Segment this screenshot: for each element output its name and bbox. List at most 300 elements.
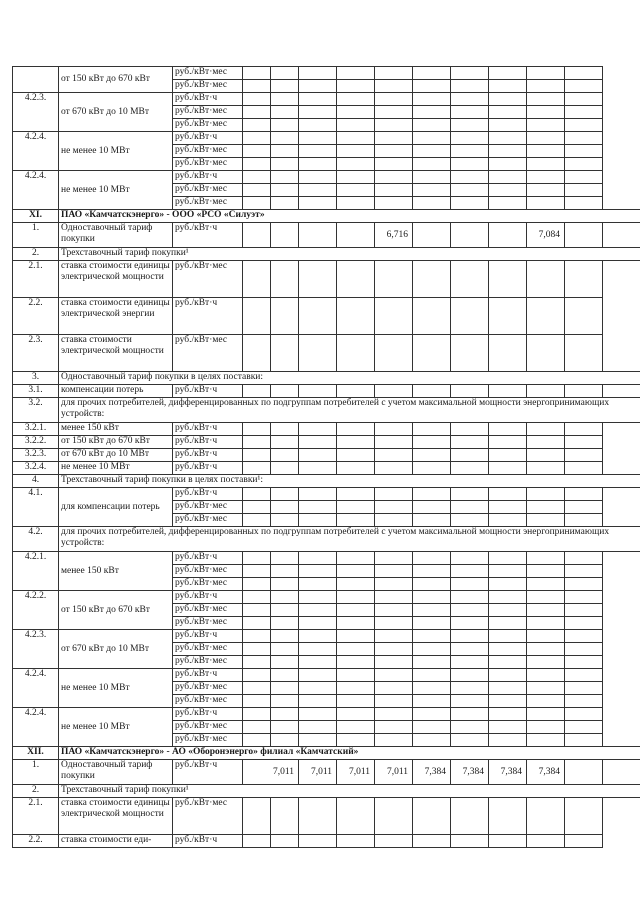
value-cell (271, 798, 299, 835)
value-cell (375, 488, 413, 501)
value-cell (271, 695, 299, 708)
row-label: от 150 кВт до 670 кВт (59, 591, 173, 630)
unit-cell: руб./кВт·ч (173, 171, 243, 184)
row-number: 2.1. (13, 261, 59, 298)
value-cell (489, 669, 527, 682)
value-cell (413, 501, 451, 514)
row-number: 4. (13, 475, 59, 488)
value-cell (489, 423, 527, 436)
value-cell (375, 721, 413, 734)
value-cell (337, 106, 375, 119)
value-cell (299, 578, 337, 591)
value-cell (271, 436, 299, 449)
value-cell (299, 184, 337, 197)
row-number: 3.2.3. (13, 449, 59, 462)
table-row (13, 93, 640, 106)
value-cell (565, 106, 603, 119)
row-label: от 670 кВт до 10 МВт (59, 449, 173, 462)
value-cell (337, 643, 375, 656)
row-label: ставка стоимости еди- (59, 835, 173, 848)
unit-cell: руб./кВт·ч (173, 223, 243, 248)
tariff-table (12, 66, 640, 848)
row-number: 3.2. (13, 398, 59, 423)
value-cell (271, 552, 299, 565)
value-cell (451, 197, 489, 210)
value-cell (527, 835, 565, 848)
value-cell (243, 617, 271, 630)
value-cell (489, 436, 527, 449)
table-row (13, 423, 640, 436)
value-cell (451, 423, 489, 436)
value-cell (337, 385, 375, 398)
unit-cell: руб./кВт·мес (173, 145, 243, 158)
value-cell (271, 423, 299, 436)
value-cell (375, 145, 413, 158)
value-cell (299, 93, 337, 106)
value-cell (451, 734, 489, 747)
unit-cell: руб./кВт·ч (173, 552, 243, 565)
value-cell (271, 617, 299, 630)
value-cell (299, 501, 337, 514)
unit-cell: руб./кВт·мес (173, 261, 243, 298)
value-cell (527, 721, 565, 734)
value-cell (375, 630, 413, 643)
row-number: 4.2. (13, 527, 59, 552)
section-number: XII. (13, 747, 59, 760)
value-cell (243, 656, 271, 669)
row-label: от 150 кВт до 670 кВт (59, 436, 173, 449)
value-cell (451, 721, 489, 734)
row-label: компенсации потерь (59, 385, 173, 398)
value-cell (489, 591, 527, 604)
value-cell (565, 436, 603, 449)
value-cell: 7,384 (527, 760, 565, 785)
table-row (13, 552, 640, 565)
value-cell (337, 591, 375, 604)
value-cell (565, 197, 603, 210)
value-cell (565, 552, 603, 565)
value-cell (299, 835, 337, 848)
value-cell (451, 501, 489, 514)
table-row (13, 669, 640, 682)
row-number: 2. (13, 248, 59, 261)
value-cell (271, 261, 299, 298)
unit-cell: руб./кВт·мес (173, 106, 243, 119)
value-cell (451, 145, 489, 158)
value-cell (451, 261, 489, 298)
value-cell (299, 335, 337, 372)
value-cell (413, 721, 451, 734)
unit-cell: руб./кВт·ч (173, 835, 243, 848)
value-cell: 6,716 (375, 223, 413, 248)
unit-cell: руб./кВт·мес (173, 119, 243, 132)
value-cell (565, 565, 603, 578)
value-cell (527, 798, 565, 835)
value-cell (413, 436, 451, 449)
value-cell (271, 578, 299, 591)
value-cell (337, 617, 375, 630)
section-number: XI. (13, 210, 59, 223)
value-cell (565, 80, 603, 93)
value-cell (451, 798, 489, 835)
unit-cell: руб./кВт·ч (173, 630, 243, 643)
row-label: от 150 кВт до 670 кВт (59, 67, 173, 93)
value-cell (451, 630, 489, 643)
value-cell (271, 565, 299, 578)
value-cell (565, 261, 603, 298)
row-label: ставка стоимости электрической мощности (59, 335, 173, 372)
value-cell (565, 119, 603, 132)
value-cell (337, 423, 375, 436)
value-cell (489, 604, 527, 617)
value-cell (413, 184, 451, 197)
value-cell (565, 184, 603, 197)
value-cell (565, 630, 603, 643)
value-cell: 7,011 (375, 760, 413, 785)
value-cell (527, 669, 565, 682)
value-cell (299, 223, 337, 248)
value-cell (413, 93, 451, 106)
value-cell (337, 514, 375, 527)
table-row (13, 798, 640, 835)
value-cell (375, 565, 413, 578)
value-cell (299, 132, 337, 145)
value-cell (271, 67, 299, 80)
value-cell (527, 335, 565, 372)
value-cell (271, 514, 299, 527)
table-row (13, 449, 640, 462)
value-cell (271, 119, 299, 132)
value-cell (527, 106, 565, 119)
table-row (13, 132, 640, 145)
value-cell (243, 669, 271, 682)
value-cell (451, 171, 489, 184)
value-cell (489, 335, 527, 372)
unit-cell: руб./кВт·мес (173, 565, 243, 578)
value-cell (337, 565, 375, 578)
value-cell (413, 106, 451, 119)
value-cell (451, 604, 489, 617)
value-cell (451, 436, 489, 449)
value-cell (299, 449, 337, 462)
value-cell (489, 514, 527, 527)
value-cell (413, 423, 451, 436)
value-cell (337, 449, 375, 462)
unit-cell: руб./кВт·ч (173, 423, 243, 436)
table-row (13, 760, 640, 785)
row-label: Трехставочный тариф покупки¹ (59, 785, 640, 798)
unit-cell: руб./кВт·мес (173, 197, 243, 210)
value-cell (375, 449, 413, 462)
value-cell (299, 423, 337, 436)
value-cell (489, 132, 527, 145)
value-cell (413, 462, 451, 475)
value-cell (565, 656, 603, 669)
unit-cell: руб./кВт·мес (173, 656, 243, 669)
row-label: для прочих потребителей, дифференцированных по подгруппам потребителей с учетом максимальной мощности энергопринимающих устройств: (59, 398, 640, 423)
value-cell (527, 197, 565, 210)
unit-cell: руб./кВт·ч (173, 760, 243, 785)
value-cell (489, 488, 527, 501)
table-row (13, 67, 640, 80)
value-cell (299, 298, 337, 335)
value-cell (337, 721, 375, 734)
value-cell (375, 617, 413, 630)
value-cell (299, 721, 337, 734)
row-number: 4.2.4. (13, 132, 59, 171)
row-label: не менее 10 МВт (59, 462, 173, 475)
value-cell (489, 67, 527, 80)
value-cell (243, 436, 271, 449)
value-cell (375, 578, 413, 591)
value-cell (451, 80, 489, 93)
value-cell (527, 132, 565, 145)
value-cell (299, 552, 337, 565)
value-cell (243, 80, 271, 93)
row-label: от 670 кВт до 10 МВт (59, 93, 173, 132)
unit-cell: руб./кВт·мес (173, 514, 243, 527)
value-cell (489, 695, 527, 708)
value-cell (375, 591, 413, 604)
value-cell (299, 67, 337, 80)
value-cell (375, 335, 413, 372)
row-number: 4.2.3. (13, 93, 59, 132)
unit-cell: руб./кВт·ч (173, 591, 243, 604)
value-cell (413, 708, 451, 721)
section-title: ПАО «Камчатскэнерго» - АО «Оборонэнерго» филиал «Камчатский» (59, 747, 640, 760)
table-row (13, 385, 640, 398)
value-cell (299, 734, 337, 747)
value-cell (451, 67, 489, 80)
value-cell (243, 721, 271, 734)
value-cell (413, 197, 451, 210)
value-cell (337, 501, 375, 514)
row-label: Одноставочный тариф покупки (59, 760, 173, 785)
value-cell (375, 184, 413, 197)
value-cell (451, 708, 489, 721)
value-cell (337, 119, 375, 132)
value-cell (527, 734, 565, 747)
table-row (13, 398, 640, 423)
value-cell (451, 335, 489, 372)
value-cell (451, 552, 489, 565)
value-cell (451, 449, 489, 462)
value-cell (565, 708, 603, 721)
value-cell (337, 298, 375, 335)
value-cell (243, 708, 271, 721)
value-cell (299, 171, 337, 184)
value-cell (243, 223, 271, 248)
value-cell (413, 67, 451, 80)
value-cell (565, 335, 603, 372)
value-cell (565, 695, 603, 708)
value-cell (375, 514, 413, 527)
unit-cell: руб./кВт·ч (173, 436, 243, 449)
value-cell (451, 617, 489, 630)
value-cell (243, 67, 271, 80)
value-cell (271, 488, 299, 501)
value-cell (451, 669, 489, 682)
section-title: ПАО «Камчатскэнерго» - ООО «РСО «Силуэт» (59, 210, 640, 223)
value-cell (337, 488, 375, 501)
value-cell (565, 298, 603, 335)
value-cell (375, 695, 413, 708)
value-cell (413, 514, 451, 527)
value-cell (489, 462, 527, 475)
unit-cell: руб./кВт·мес (173, 184, 243, 197)
value-cell (337, 835, 375, 848)
row-label: для прочих потребителей, дифференцированных по подгруппам потребителей с учетом максимальной мощности энергопринимающих устройств: (59, 527, 640, 552)
value-cell (375, 669, 413, 682)
value-cell (271, 197, 299, 210)
row-number: 2.2. (13, 835, 59, 848)
value-cell (271, 669, 299, 682)
row-number: 3.2.1. (13, 423, 59, 436)
value-cell (451, 298, 489, 335)
value-cell (299, 436, 337, 449)
table-row (13, 248, 640, 261)
value-cell (489, 80, 527, 93)
value-cell (375, 158, 413, 171)
row-number: 3.1. (13, 385, 59, 398)
row-number: 2.1. (13, 798, 59, 835)
value-cell (413, 385, 451, 398)
value-cell (489, 119, 527, 132)
row-number: 4.1. (13, 488, 59, 527)
value-cell (375, 132, 413, 145)
value-cell (489, 734, 527, 747)
value-cell (243, 682, 271, 695)
table-row (13, 261, 640, 298)
value-cell (243, 798, 271, 835)
value-cell: 7,011 (337, 760, 375, 785)
value-cell (527, 171, 565, 184)
value-cell (337, 462, 375, 475)
value-cell (413, 656, 451, 669)
value-cell (299, 197, 337, 210)
value-cell (527, 708, 565, 721)
value-cell (451, 695, 489, 708)
value-cell (337, 80, 375, 93)
value-cell (451, 488, 489, 501)
value-cell (451, 223, 489, 248)
value-cell (243, 132, 271, 145)
value-cell (489, 501, 527, 514)
value-cell (413, 80, 451, 93)
value-cell (565, 734, 603, 747)
value-cell (375, 80, 413, 93)
unit-cell: руб./кВт·мес (173, 695, 243, 708)
value-cell (565, 591, 603, 604)
row-number: 1. (13, 760, 59, 785)
value-cell (243, 145, 271, 158)
value-cell (375, 436, 413, 449)
value-cell (489, 798, 527, 835)
tariff-table-body (13, 67, 640, 848)
value-cell (299, 630, 337, 643)
value-cell (299, 604, 337, 617)
unit-cell: руб./кВт·мес (173, 721, 243, 734)
value-cell (413, 617, 451, 630)
unit-cell: руб./кВт·ч (173, 462, 243, 475)
row-label: для компенсации потерь (59, 488, 173, 527)
row-label: Одноставочный тариф покупки в целях поставки: (59, 372, 640, 385)
value-cell (565, 449, 603, 462)
value-cell: 7,011 (299, 760, 337, 785)
value-cell (527, 145, 565, 158)
unit-cell: руб./кВт·ч (173, 708, 243, 721)
value-cell (489, 449, 527, 462)
unit-cell: руб./кВт·мес (173, 617, 243, 630)
value-cell (271, 298, 299, 335)
value-cell (565, 682, 603, 695)
value-cell (489, 578, 527, 591)
unit-cell: руб./кВт·ч (173, 669, 243, 682)
row-label: ставка стоимости единицы электрической энергии (59, 298, 173, 335)
row-number: 3. (13, 372, 59, 385)
table-row (13, 747, 640, 760)
value-cell (337, 604, 375, 617)
row-number: 2.2. (13, 298, 59, 335)
value-cell (413, 171, 451, 184)
value-cell (527, 501, 565, 514)
table-row (13, 708, 640, 721)
value-cell: 7,384 (451, 760, 489, 785)
row-label: менее 150 кВт (59, 552, 173, 591)
value-cell (271, 106, 299, 119)
value-cell (565, 669, 603, 682)
value-cell (271, 158, 299, 171)
row-number: 4.2.3. (13, 630, 59, 669)
value-cell (565, 158, 603, 171)
table-row (13, 630, 640, 643)
value-cell (527, 423, 565, 436)
value-cell (413, 798, 451, 835)
tariff-table-page (12, 66, 624, 848)
value-cell (451, 565, 489, 578)
value-cell (375, 682, 413, 695)
value-cell (565, 514, 603, 527)
value-cell (489, 261, 527, 298)
value-cell (413, 223, 451, 248)
value-cell (527, 617, 565, 630)
value-cell (243, 604, 271, 617)
value-cell (489, 721, 527, 734)
value-cell (413, 335, 451, 372)
value-cell (413, 552, 451, 565)
table-row (13, 210, 640, 223)
value-cell (565, 171, 603, 184)
value-cell (375, 656, 413, 669)
value-cell (337, 578, 375, 591)
value-cell (527, 261, 565, 298)
row-number: 4.2.4. (13, 669, 59, 708)
value-cell (299, 158, 337, 171)
value-cell (451, 514, 489, 527)
value-cell (413, 565, 451, 578)
value-cell (299, 708, 337, 721)
value-cell (271, 643, 299, 656)
row-label: не менее 10 МВт (59, 708, 173, 747)
value-cell (271, 604, 299, 617)
value-cell (299, 80, 337, 93)
value-cell (489, 223, 527, 248)
value-cell (337, 436, 375, 449)
row-label: от 670 кВт до 10 МВт (59, 630, 173, 669)
value-cell (527, 604, 565, 617)
value-cell (243, 106, 271, 119)
value-cell (243, 261, 271, 298)
